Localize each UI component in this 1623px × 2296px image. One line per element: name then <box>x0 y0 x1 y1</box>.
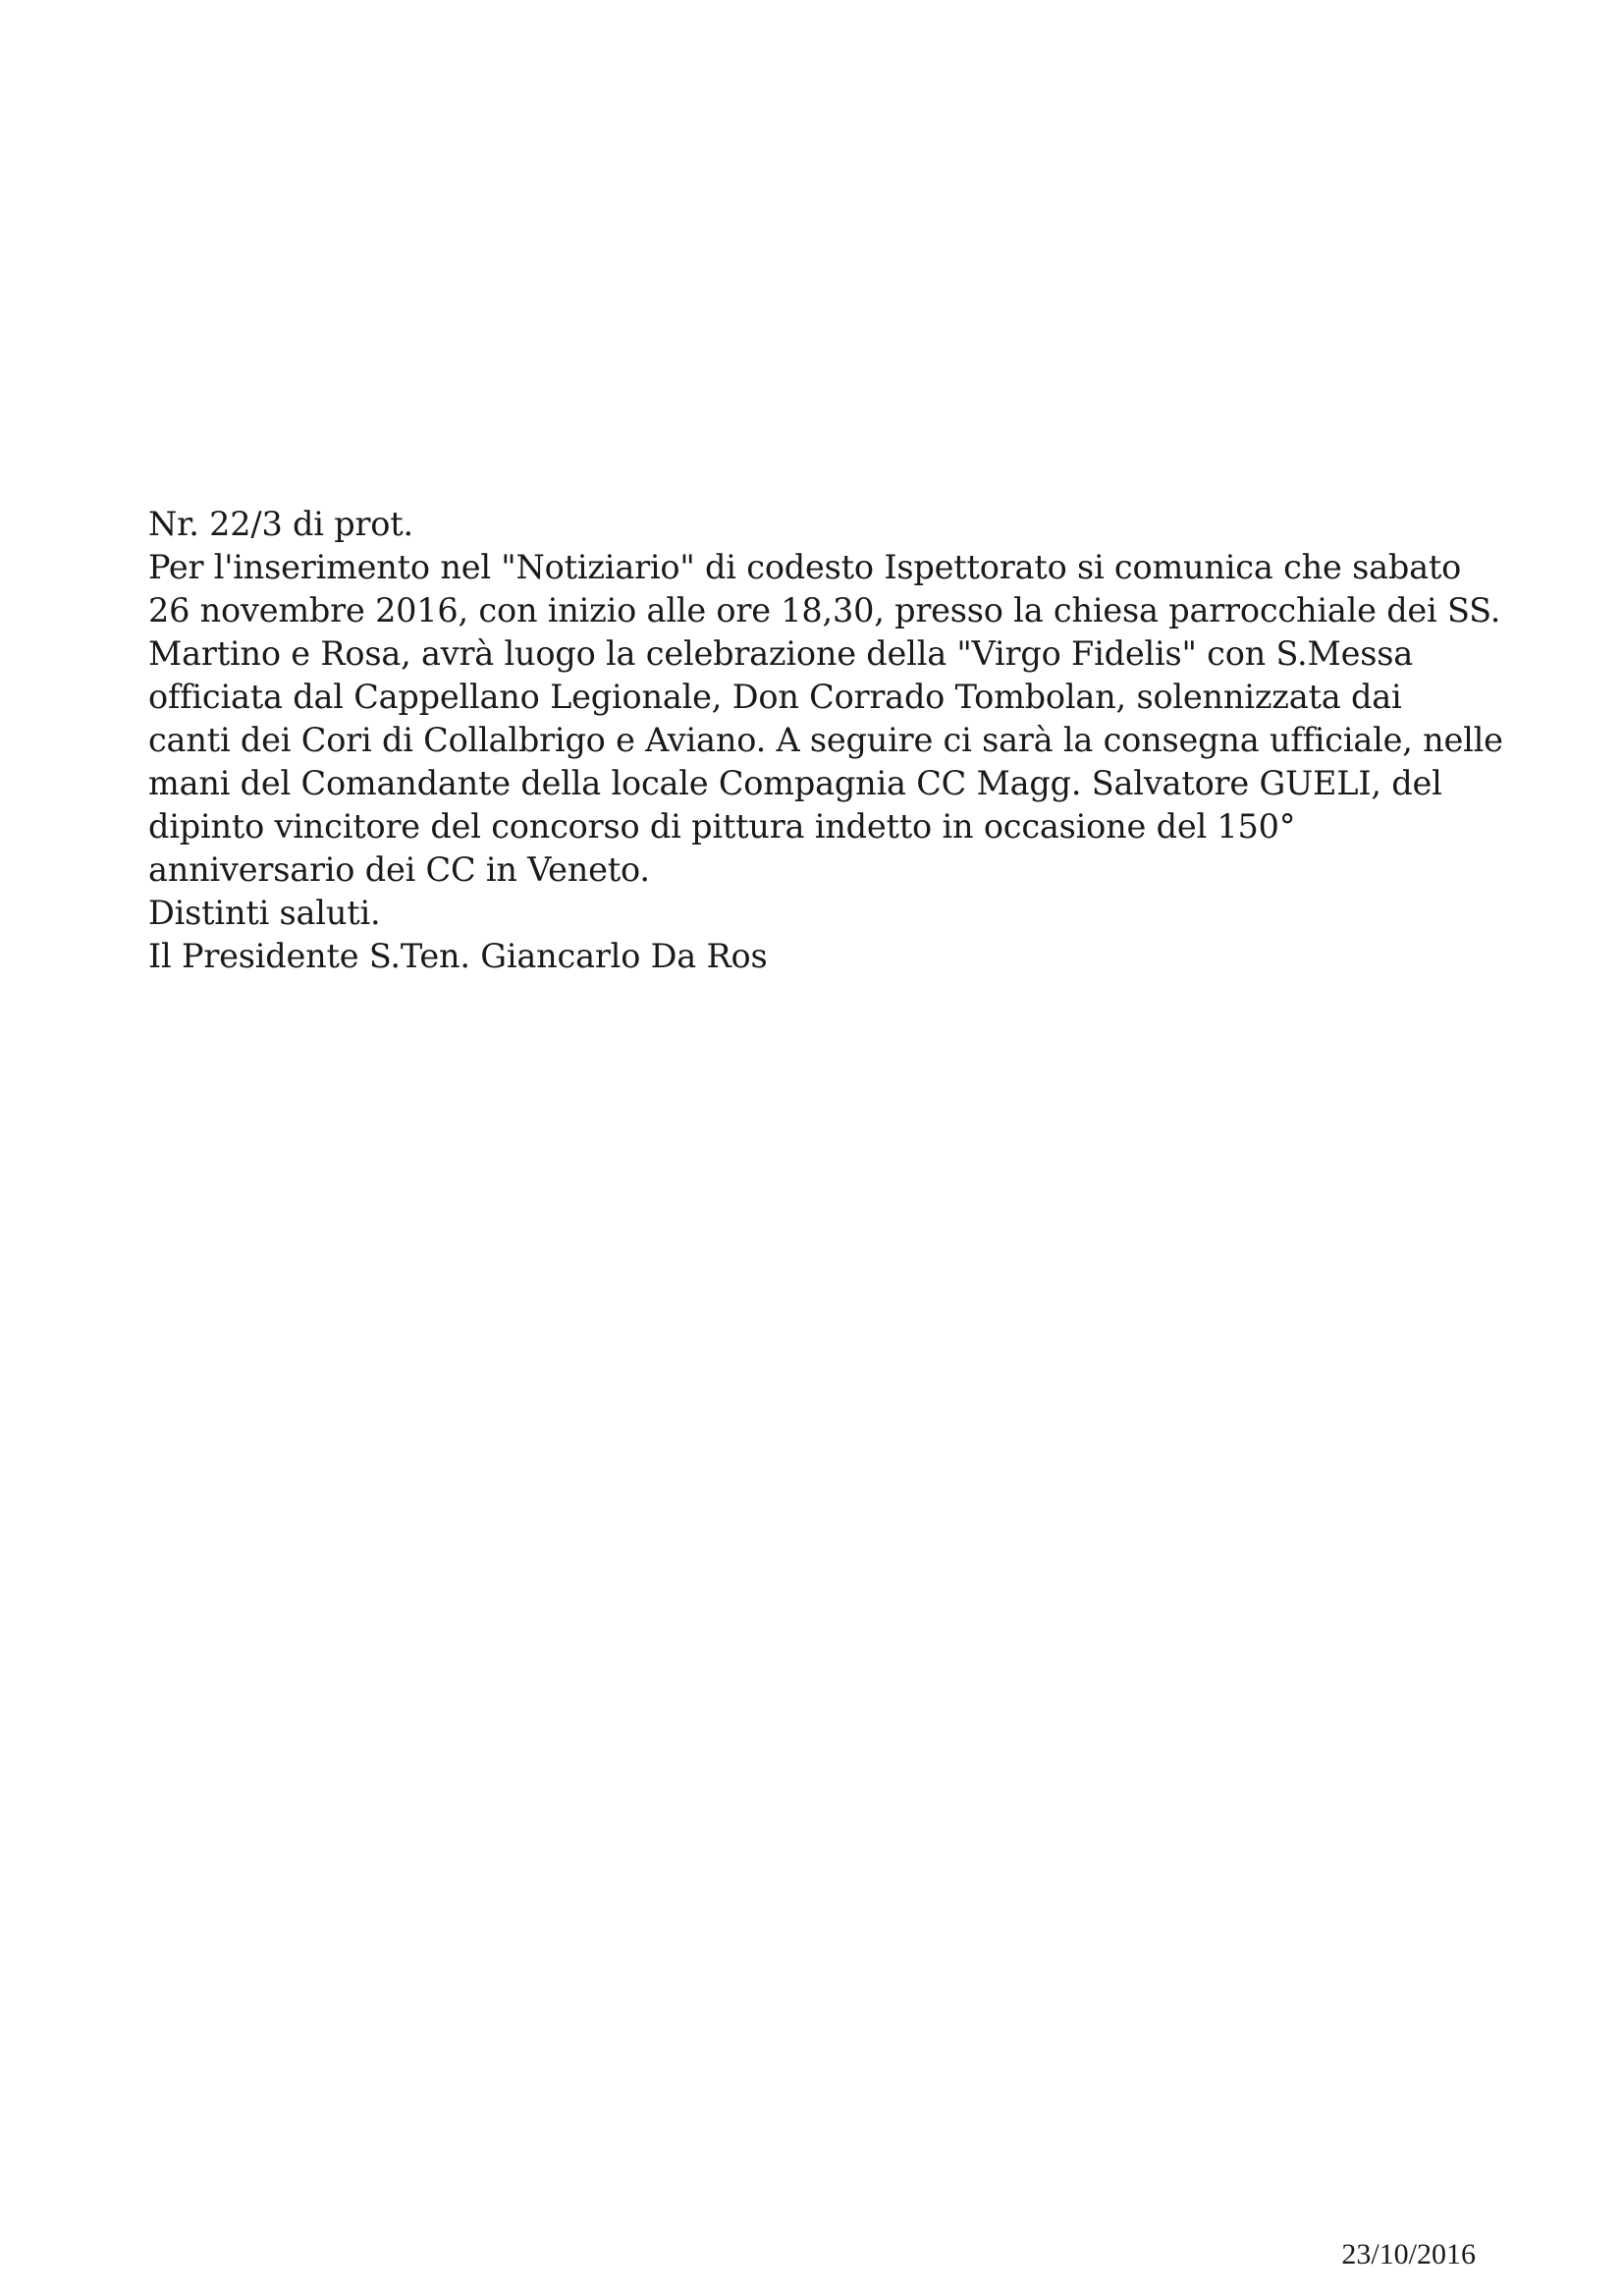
body-line: Martino e Rosa, avrà luogo la celebrazione della "Virgo Fidelis" con S.Messa <box>148 634 1413 673</box>
body-line: dipinto vincitore del concorso di pittura indetto in occasione del 150° <box>148 807 1296 846</box>
body-line: mani del Comandante della locale Compagnia CC Magg. Salvatore GUELI, del <box>148 764 1442 802</box>
body-line: Per l'inserimento nel "Notiziario" di codesto Ispettorato si comunica che sabato <box>148 548 1462 586</box>
signature: Il Presidente S.Ten. Giancarlo Da Ros <box>148 937 768 975</box>
footer-date: 23/10/2016 <box>1341 2238 1476 2270</box>
body-line: anniversario dei CC in Veneto. <box>148 850 650 889</box>
body-line: canti dei Cori di Collalbrigo e Aviano. A seguire ci sarà la consegna ufficiale, nelle <box>148 721 1503 759</box>
letter-body <box>148 503 1523 978</box>
protocol-number: Nr. 22/3 di prot. <box>148 505 413 543</box>
body-line: officiata dal Cappellano Legionale, Don Corrado Tombolan, solennizzata dai <box>148 678 1402 716</box>
closing-salutation: Distinti saluti. <box>148 894 381 932</box>
body-line: 26 novembre 2016, con inizio alle ore 18,30, presso la chiesa parrocchiale dei SS. <box>148 591 1501 629</box>
